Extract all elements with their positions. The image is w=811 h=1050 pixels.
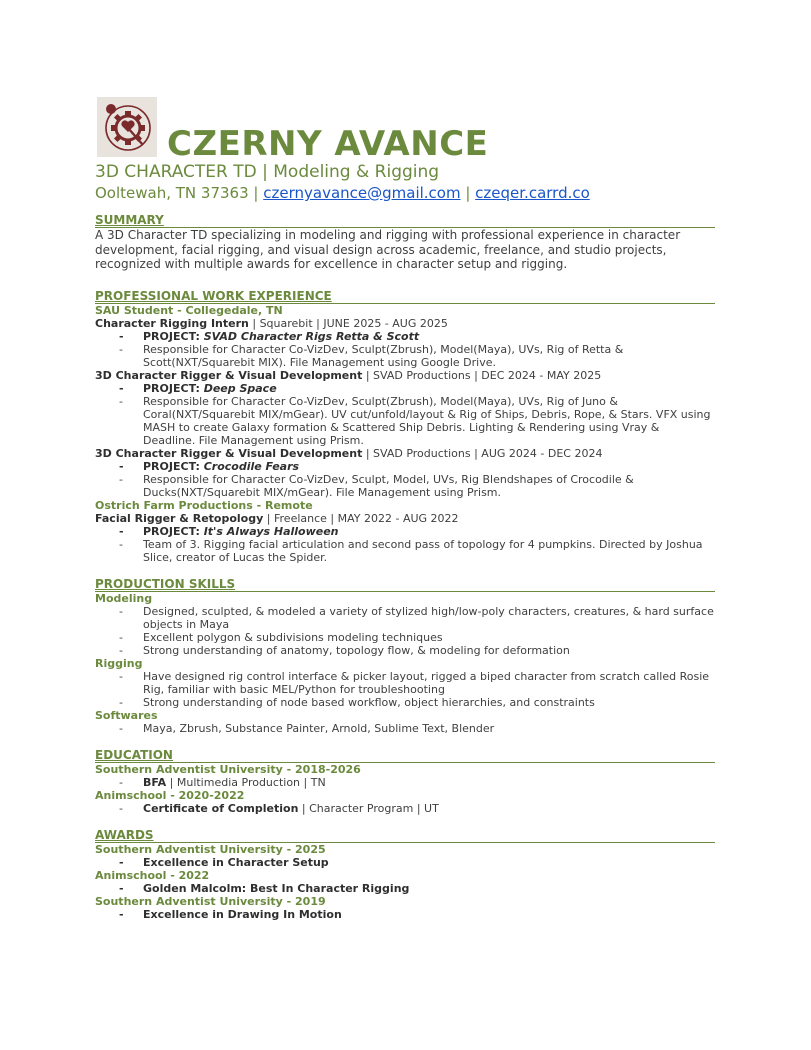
contact-line bbox=[95, 183, 590, 203]
summary-text: A 3D Character TD specializing in modeling and rigging with professional experience in character development, facial rigging, and visual design across academic, freelance, and studio projects, recognized with multiple awards for excellence in character setup and rigging. bbox=[95, 228, 681, 271]
role-title: 3D Character Rigger & Visual Development bbox=[95, 446, 363, 460]
resume-page bbox=[95, 96, 715, 921]
award-item: - Excellence in Character Setup bbox=[119, 855, 329, 869]
resume-header bbox=[95, 96, 715, 202]
skill-group-title: Rigging bbox=[95, 656, 143, 670]
project-line: - PROJECT: It's Always Halloween bbox=[119, 524, 339, 538]
education-section bbox=[95, 749, 715, 815]
employer: SAU Student - Collegedale, TN bbox=[95, 303, 283, 317]
experience-section bbox=[95, 290, 715, 564]
project-line: - PROJECT: SVAD Character Rigs Retta & Scott bbox=[119, 329, 420, 343]
award-org: Southern Adventist University - 2019 bbox=[95, 894, 326, 908]
project-name: Crocodile Fears bbox=[203, 459, 300, 473]
project-description: - Responsible for Character Co-VizDev, Sculpt, Model, UVs, Rig Blendshapes of Crocodile & Ducks(NXT/Squarebit MIX/mGear). File Management using Prism. bbox=[119, 472, 634, 499]
candidate-name: CZERNY AVANCE bbox=[167, 124, 489, 164]
award-item: - Golden Malcolm: Best In Character Rigging bbox=[119, 881, 410, 895]
section-heading: SUMMARY bbox=[95, 214, 715, 228]
project-line: - PROJECT: Deep Space bbox=[119, 381, 277, 395]
project-name: SVAD Character Rigs Retta & Scott bbox=[203, 329, 420, 343]
job-role bbox=[95, 512, 715, 525]
summary-section bbox=[95, 214, 715, 272]
skill-group-title: Modeling bbox=[95, 591, 153, 605]
role-details: | SVAD Productions | DEC 2024 - MAY 2025 bbox=[362, 368, 602, 382]
award-org: Animschool - 2022 bbox=[95, 868, 210, 882]
project-name: Deep Space bbox=[203, 381, 277, 395]
separator: | bbox=[248, 184, 264, 202]
skills-section bbox=[95, 578, 715, 735]
separator: | bbox=[460, 184, 476, 202]
degree: BFA bbox=[143, 775, 167, 789]
role-details: | Freelance | MAY 2022 - AUG 2022 bbox=[263, 511, 459, 525]
project-description: - Responsible for Character Co-VizDev, Sculpt(Zbrush), Model(Maya), UVs, Rig of Juno & Coral(NXT/Squarebit MIX/mGear). UV cut/unfold/layout & Rig of Ships, Debris, Rope, & Stars. VFX using MASH to create Galaxy formation & Scattered Ship Debris. Lighting & Rendering using Vray & Deadline. File Management using Prism. bbox=[119, 394, 711, 447]
project-label: PROJECT: bbox=[143, 459, 204, 473]
role-details: | Squarebit | JUNE 2025 - AUG 2025 bbox=[248, 316, 448, 330]
project-label: PROJECT: bbox=[143, 381, 204, 395]
project-label: PROJECT: bbox=[143, 329, 204, 343]
location: Ooltewah, TN 37363 bbox=[95, 184, 249, 202]
employer: Ostrich Farm Productions - Remote bbox=[95, 498, 313, 512]
school-name: Animschool - 2020-2022 bbox=[95, 788, 245, 802]
role-title: Facial Rigger & Retopology bbox=[95, 511, 264, 525]
skill-item: - Designed, sculpted, & modeled a variety of stylized high/low-poly characters, creatures, & hard surface objects in Maya bbox=[119, 604, 714, 631]
role-details: | SVAD Productions | AUG 2024 - DEC 2024 bbox=[362, 446, 603, 460]
role-title: 3D Character Rigger & Visual Development bbox=[95, 368, 363, 382]
skill-item: - Have designed rig control interface & picker layout, rigged a biped character from scratch called Rosie Rig, familiar with basic MEL/Python for troubleshooting bbox=[119, 669, 710, 696]
project-line: - PROJECT: Crocodile Fears bbox=[119, 459, 300, 473]
award-item: - Excellence in Drawing In Motion bbox=[119, 907, 342, 921]
role-title: Character Rigging Intern bbox=[95, 316, 249, 330]
job-role bbox=[95, 317, 715, 330]
job-role bbox=[95, 369, 715, 382]
skill-item: - Strong understanding of node based workflow, object hierarchies, and constraints bbox=[119, 695, 595, 709]
gear-heart-logo-icon bbox=[97, 97, 157, 157]
project-label: PROJECT: bbox=[143, 524, 204, 538]
project-name: It's Always Halloween bbox=[203, 524, 339, 538]
degree-line: - Certificate of Completion | Character Program | UT bbox=[119, 801, 439, 815]
job-role bbox=[95, 447, 715, 460]
project-description: - Team of 3. Rigging facial articulation and second pass of topology for 4 pumpkins. Directed by Joshua Slice, creator of Lucas the Spider. bbox=[119, 537, 703, 564]
school-name: Southern Adventist University - 2018-2026 bbox=[95, 762, 361, 776]
email-link[interactable]: czernyavance@gmail.com bbox=[263, 184, 461, 202]
skill-item: - Strong understanding of anatomy, topology flow, & modeling for deformation bbox=[119, 643, 570, 657]
section-heading: PRODUCTION SKILLS bbox=[95, 578, 715, 592]
job-title: 3D CHARACTER TD | Modeling & Rigging bbox=[95, 162, 440, 182]
website-link[interactable]: czeqer.carrd.co bbox=[475, 184, 590, 202]
skill-item: - Maya, Zbrush, Substance Painter, Arnold, Sublime Text, Blender bbox=[119, 721, 495, 735]
skill-item: - Excellent polygon & subdivisions modeling techniques bbox=[119, 630, 443, 644]
section-heading: PROFESSIONAL WORK EXPERIENCE bbox=[95, 290, 715, 304]
project-description: - Responsible for Character Co-VizDev, Sculpt(Zbrush), Model(Maya), UVs, Rig of Retta & Scott(NXT/Squarebit MIX). File Management using Google Drive. bbox=[119, 342, 624, 369]
award-org: Southern Adventist University - 2025 bbox=[95, 842, 326, 856]
section-heading: EDUCATION bbox=[95, 749, 715, 763]
awards-section bbox=[95, 829, 715, 921]
skill-group-title: Softwares bbox=[95, 708, 158, 722]
degree: Certificate of Completion bbox=[143, 801, 299, 815]
degree-line: - BFA | Multimedia Production | TN bbox=[119, 775, 326, 789]
section-heading: AWARDS bbox=[95, 829, 715, 843]
